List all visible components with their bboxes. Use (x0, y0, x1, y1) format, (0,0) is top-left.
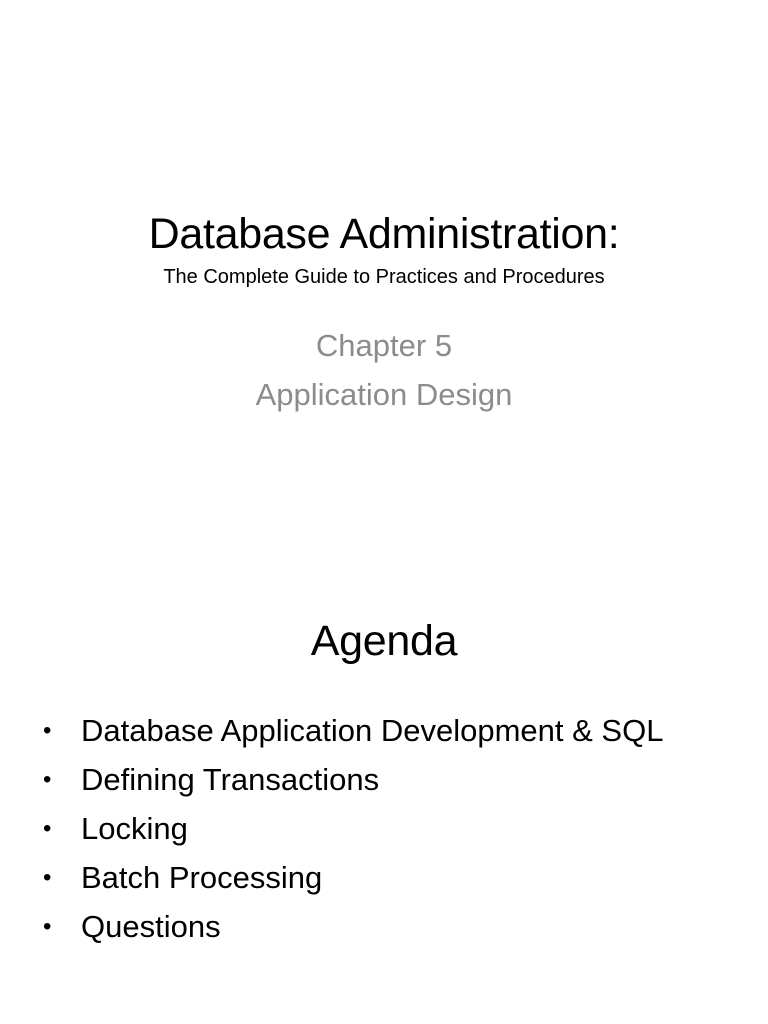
agenda-slide (0, 576, 768, 1024)
chapter-number: Chapter 5 (315, 328, 453, 363)
chapter-title: Application Design (255, 377, 513, 412)
bullet-icon: • (43, 766, 52, 793)
agenda-item (0, 755, 768, 804)
agenda-list (0, 706, 768, 951)
bullet-icon: • (43, 864, 52, 891)
agenda-item-label: Locking (81, 811, 188, 846)
agenda-item (0, 804, 768, 853)
slide-title: Database Administration: (148, 210, 620, 258)
agenda-item-label: Batch Processing (81, 860, 323, 895)
bullet-icon: • (43, 913, 52, 940)
agenda-item (0, 902, 768, 951)
bullet-icon: • (43, 717, 52, 744)
slide-subtitle: The Complete Guide to Practices and Procedures (163, 266, 605, 288)
agenda-item-label: Defining Transactions (81, 762, 380, 797)
agenda-item-label: Database Application Development & SQL (81, 713, 664, 748)
agenda-title: Agenda (310, 617, 458, 665)
bullet-icon: • (43, 815, 52, 842)
agenda-item (0, 706, 768, 755)
agenda-item-label: Questions (81, 909, 221, 944)
agenda-item (0, 853, 768, 902)
